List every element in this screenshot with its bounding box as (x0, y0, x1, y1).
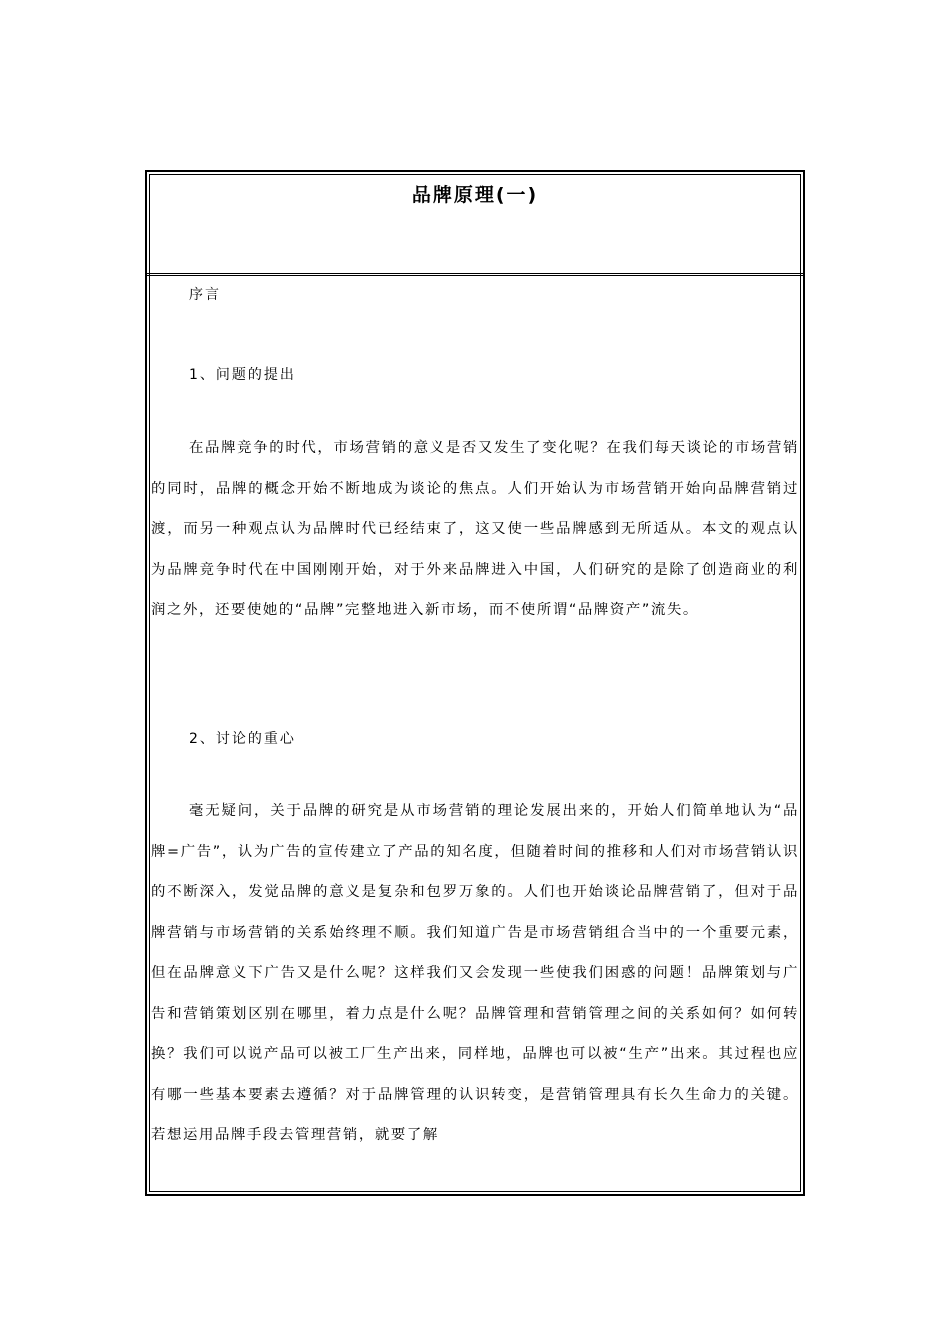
preface-heading: 序言 (189, 287, 221, 303)
section-2-paragraph: 毫无疑问，关于品牌的研究是从市场营销的理论发展出来的，开始人们简单地认为“品牌=广告”，认为广告的宣传建立了产品的知名度，但随着时间的推移和人们对市场营销认识的不断深入，发觉品牌的意义是复杂和包罗万象的。人们也开始谈论品牌营销了，但对于品牌营销与市场营销的关系始终理不顺。我们知道广告是市场营销组合当中的一个重要元素，但在品牌意义下广告又是什么呢？这样我们又会发现一些使我们困惑的问题！品牌策划与广告和营销策划区别在哪里，着力点是什么呢？品牌管理和营销管理之间的关系如何？如何转换？我们可以说产品可以被工厂生产出来，同样地，品牌也可以被“生产”出来。其过程也应有哪一些基本要素去遵循？对于品牌管理的认识转变，是营销管理具有长久生命力的关键。若想运用品牌手段去管理营销，就要了解 (151, 803, 799, 1143)
body-cell (147, 278, 803, 1194)
page-title: 品牌原理(一) (411, 184, 539, 206)
section-1-paragraph: 在品牌竞争的时代，市场营销的意义是否又发生了变化呢？在我们每天谈论的市场营销的同时，品牌的概念开始不断地成为谈论的焦点。人们开始认为市场营销开始向品牌营销过渡，而另一种观点认为品牌时代已经结束了，这又使一些品牌感到无所适从。本文的观点认为品牌竞争时代在中国刚刚开始，对于外来品牌进入中国，人们研究的是除了创造商业的利润之外，还要使她的“品牌”完整地进入新市场，而不使所谓“品牌资产”流失。 (151, 440, 799, 618)
title-cell (147, 172, 803, 276)
document-table (145, 170, 805, 1196)
section-1-heading: 1、问题的提出 (189, 367, 296, 383)
section-2-heading: 2、讨论的重心 (189, 731, 296, 747)
